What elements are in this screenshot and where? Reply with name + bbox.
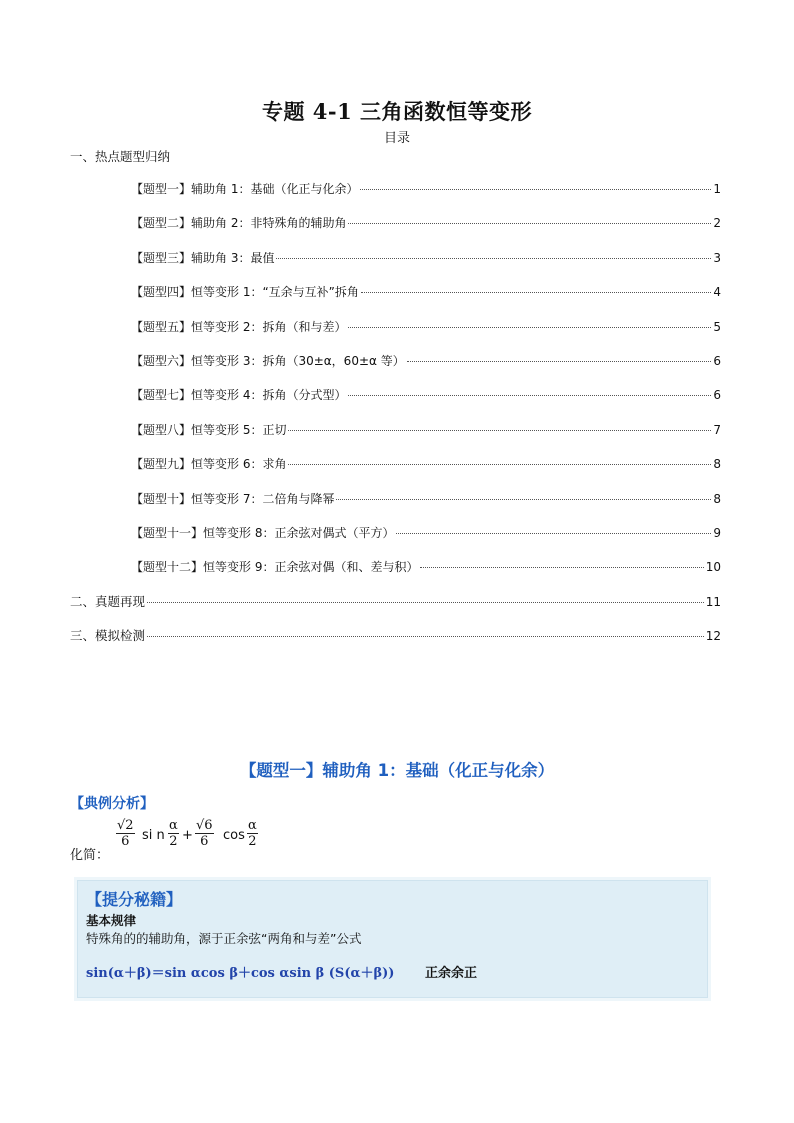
toc-entry-label: 【题型九】恒等变形 6：求角 [131, 457, 287, 472]
toc-entry-page: 8 [713, 491, 721, 506]
toc-entry-page: 12 [705, 629, 721, 643]
toc-section-1: 一、热点题型归纳 [70, 149, 171, 164]
fraction-numerator: α [169, 818, 178, 833]
toc-entry-label: 【题型十二】恒等变形 9：正余弦对偶（和、差与积） [131, 560, 419, 575]
example-tag: 【典例分析】 [70, 796, 154, 812]
fraction-numerator: α [248, 818, 257, 833]
toc-entry-page: 5 [713, 319, 721, 334]
toc-entry-page: 6 [713, 354, 721, 368]
toc-entry-page: 3 [713, 250, 721, 265]
tips-text: 特殊角的的辅助角，源于正余弦“两角和与差”公式 [86, 931, 362, 946]
example-formula [70, 816, 290, 863]
toc-entry[interactable] [131, 352, 721, 369]
fraction-angle-2 [247, 818, 258, 849]
toc-entry[interactable] [131, 421, 721, 438]
toc-entry[interactable] [131, 180, 721, 197]
fraction-denominator: 6 [200, 834, 209, 849]
tips-note: 正余余正 [425, 966, 478, 981]
toc-entry-page: 9 [713, 526, 721, 540]
toc-entry-label: 二、真题再现 [70, 594, 146, 609]
toc-leader-dots [396, 532, 711, 534]
fraction-denominator: 2 [169, 834, 178, 849]
toc-leader-dots [147, 635, 704, 637]
toc-leader-dots [348, 222, 711, 224]
toc-entry-section-3[interactable] [70, 626, 721, 644]
toc-entry-label: 【题型六】恒等变形 3：拆角（30±α，60±α 等） [131, 354, 405, 368]
toc-leader-dots [420, 566, 703, 568]
tips-subtitle: 基本规律 [86, 913, 137, 928]
sine-function: si n [142, 828, 165, 843]
toc-entry-page: 7 [713, 422, 721, 437]
tips-title: 【提分秘籍】 [86, 890, 183, 909]
tips-box [77, 880, 708, 998]
toc-entry-page: 8 [713, 457, 721, 472]
toc-entry-label: 【题型二】辅助角 2：非特殊角的辅助角 [131, 216, 347, 231]
cosine-function: cos [223, 828, 245, 843]
toc-entry-label: 【题型十一】恒等变形 8：正余弦对偶式（平方） [131, 526, 395, 540]
toc-entry-label: 【题型一】辅助角 1：基础（化正与化余） [131, 182, 359, 196]
toc-entry-label: 【题型十】恒等变形 7：二倍角与降幂 [131, 491, 335, 506]
toc-leader-dots [147, 601, 704, 603]
plus-sign: + [182, 828, 193, 843]
toc-entry-label: 【题型七】恒等变形 4：拆角（分式型） [131, 388, 347, 403]
toc-entry-label: 【题型八】恒等变形 5：正切 [131, 422, 287, 437]
toc-leader-dots [336, 498, 711, 500]
toc-entry-label: 【题型三】辅助角 3：最值 [131, 250, 275, 265]
page-title: 专题 4-1 三角函数恒等变形 [261, 99, 533, 124]
toc-entry[interactable] [131, 490, 721, 507]
toc-entry-label: 【题型四】恒等变形 1：“互余与互补”拆角 [131, 285, 359, 300]
fraction-coefficient-2 [195, 818, 214, 849]
toc-entry[interactable] [131, 318, 721, 335]
tips-formula: sin(α＋β)＝sin αcos β＋cos αsin β (S(α＋β)) [86, 966, 395, 981]
toc-entry[interactable] [131, 249, 721, 266]
toc-entry-page: 11 [705, 595, 721, 609]
toc-entry-page: 1 [713, 182, 721, 196]
toc-leader-dots [348, 326, 711, 328]
toc-entry-page: 6 [713, 388, 721, 403]
toc-leader-dots [276, 257, 711, 259]
toc-leader-dots [360, 188, 711, 190]
toc-entry-label: 【题型五】恒等变形 2：拆角（和与差） [131, 319, 347, 334]
toc-leader-dots [288, 429, 711, 431]
toc-leader-dots [288, 463, 711, 465]
toc-leader-dots [407, 360, 712, 362]
toc-entry[interactable] [131, 214, 721, 231]
toc-entry-page: 2 [713, 216, 721, 231]
toc-entry-section-2[interactable] [70, 592, 721, 610]
fraction-denominator: 2 [248, 834, 257, 849]
fraction-numerator: √6 [196, 818, 213, 833]
section-heading: 【题型一】辅助角 1：基础（化正与化余） [239, 761, 555, 780]
toc-entry-page: 4 [713, 285, 721, 300]
fraction-angle-1 [168, 818, 179, 849]
toc-leader-dots [348, 394, 711, 396]
toc-entry[interactable] [131, 524, 721, 541]
toc-entry[interactable] [131, 283, 721, 300]
toc-leader-dots [361, 291, 711, 293]
toc-entry-page: 10 [705, 560, 721, 575]
toc-entry[interactable] [131, 558, 721, 575]
fraction-numerator: √2 [117, 818, 134, 833]
toc-heading: 目录 [383, 131, 410, 146]
example-prefix: 化简： [70, 848, 110, 863]
toc-entry-label: 三、模拟检测 [70, 628, 146, 643]
fraction-denominator: 6 [121, 834, 130, 849]
fraction-coefficient-1 [116, 818, 135, 849]
toc-entry[interactable] [131, 455, 721, 472]
toc-entry[interactable] [131, 386, 721, 403]
